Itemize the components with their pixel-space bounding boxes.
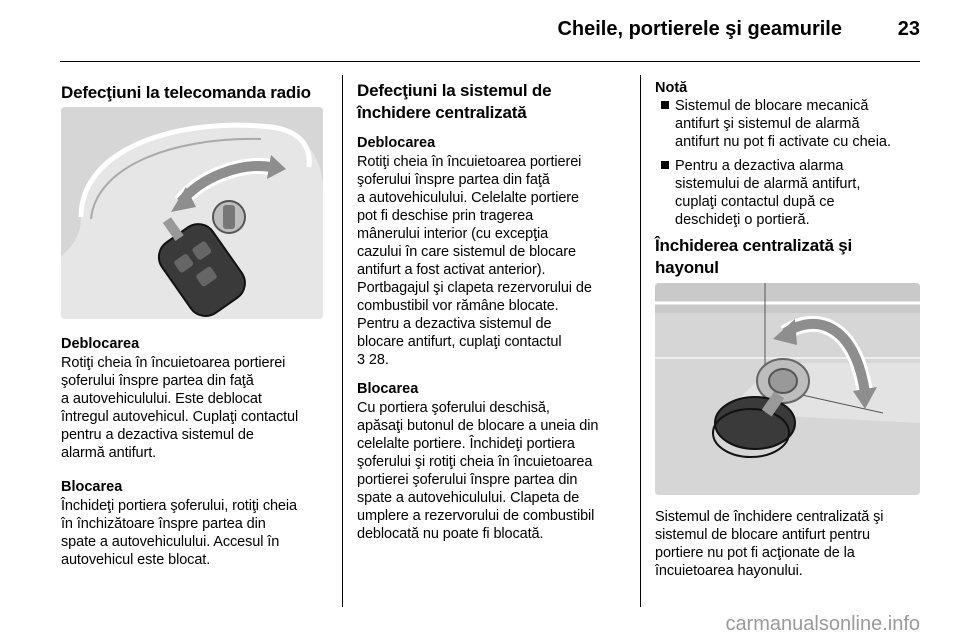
paragraph-lock: Cu portiera şoferului deschisă, apăsaţi butonul de blocare a uneia din celelalte portiere. Închideţi portiera şoferului şi rotiţi cheia în încuietoarea portierei şoferului înspre partea din spate a autovehiculului. Clapeta de umplere a rezervorului de combustibil deblocată nu poate fi blocată. bbox=[357, 400, 599, 542]
note-box bbox=[655, 79, 925, 235]
tailgate-svg bbox=[655, 283, 920, 495]
column1-section-lock bbox=[61, 478, 329, 569]
key-in-door-lock-illustration bbox=[61, 107, 323, 319]
square-bullet-icon bbox=[661, 161, 669, 169]
watermark: carmanualsonline.info bbox=[725, 613, 920, 635]
subheading-unlock: Deblocarea bbox=[357, 135, 436, 151]
column2-section-lock bbox=[357, 380, 627, 543]
page-number: 23 bbox=[897, 18, 920, 40]
section-heading-central-locking-tailgate: Închiderea centralizată şi hayonul bbox=[655, 236, 852, 277]
section-heading-central-locking-fault: Defecţiuni la sistemul de închidere centralizată bbox=[357, 81, 552, 122]
chapter-title: Cheile, portierele şi geamurile bbox=[557, 18, 842, 40]
subheading-unlock: Deblocarea bbox=[61, 336, 140, 352]
header-divider bbox=[60, 61, 920, 62]
column1-section-unlock bbox=[61, 335, 329, 462]
column-divider-2 bbox=[640, 75, 641, 607]
paragraph-unlock: Rotiţi cheia în încuietoarea portierei şoferului înspre partea din faţă a autovehiculului. Este deblocat întregul autovehicul. Cuplaţi contactul pentru a dezactiva sistemul de alarmă antifurt. bbox=[61, 355, 299, 461]
column2-section-unlock bbox=[357, 134, 627, 369]
subheading-lock: Blocarea bbox=[61, 479, 123, 495]
tailgate-lock-illustration bbox=[655, 283, 920, 495]
paragraph-tailgate: Sistemul de închidere centralizată şi sistemul de blocare antifurt pentru portiere nu pot fi acţionate de la încuietoarea hayonului. bbox=[655, 509, 884, 579]
note-title: Notă bbox=[655, 80, 688, 96]
note-list bbox=[655, 97, 925, 229]
column-divider-1 bbox=[342, 75, 343, 607]
subheading-lock: Blocarea bbox=[357, 381, 419, 397]
paragraph-lock: Închideţi portiera şoferului, rotiţi cheia în închizătoare înspre partea din spate a autovehiculului. Accesul în autovehicul este blocat. bbox=[61, 498, 297, 568]
section-heading-remote-fault: Defecţiuni la telecomanda radio bbox=[61, 83, 311, 102]
note-item bbox=[655, 97, 925, 151]
square-bullet-icon bbox=[661, 101, 669, 109]
key-door-svg bbox=[61, 107, 323, 319]
paragraph-unlock: Rotiţi cheia în încuietoarea portierei şoferului înspre partea din faţă a autovehiculului. Celelalte portiere pot fi deschise prin tragerea mânerului interior (cu excepţia cazului în care sistemul de blocare antifurt a fost activat anterior). Portbagajul şi clapeta rezervorului de combustibil vor rămâne blocate. Pentru a dezactiva sistemul de blocare antifurt, cuplaţi contactul 3 28. bbox=[357, 154, 592, 368]
note-item bbox=[655, 157, 925, 229]
note-item-text: Sistemul de blocare mecanică antifurt şi sistemul de alarmă antifurt nu pot fi activate cu cheia. bbox=[675, 98, 892, 150]
note-item-text: Pentru a dezactiva alarma sistemului de alarmă antifurt, cuplaţi contactul după ce deschideţi o portieră. bbox=[675, 158, 861, 228]
